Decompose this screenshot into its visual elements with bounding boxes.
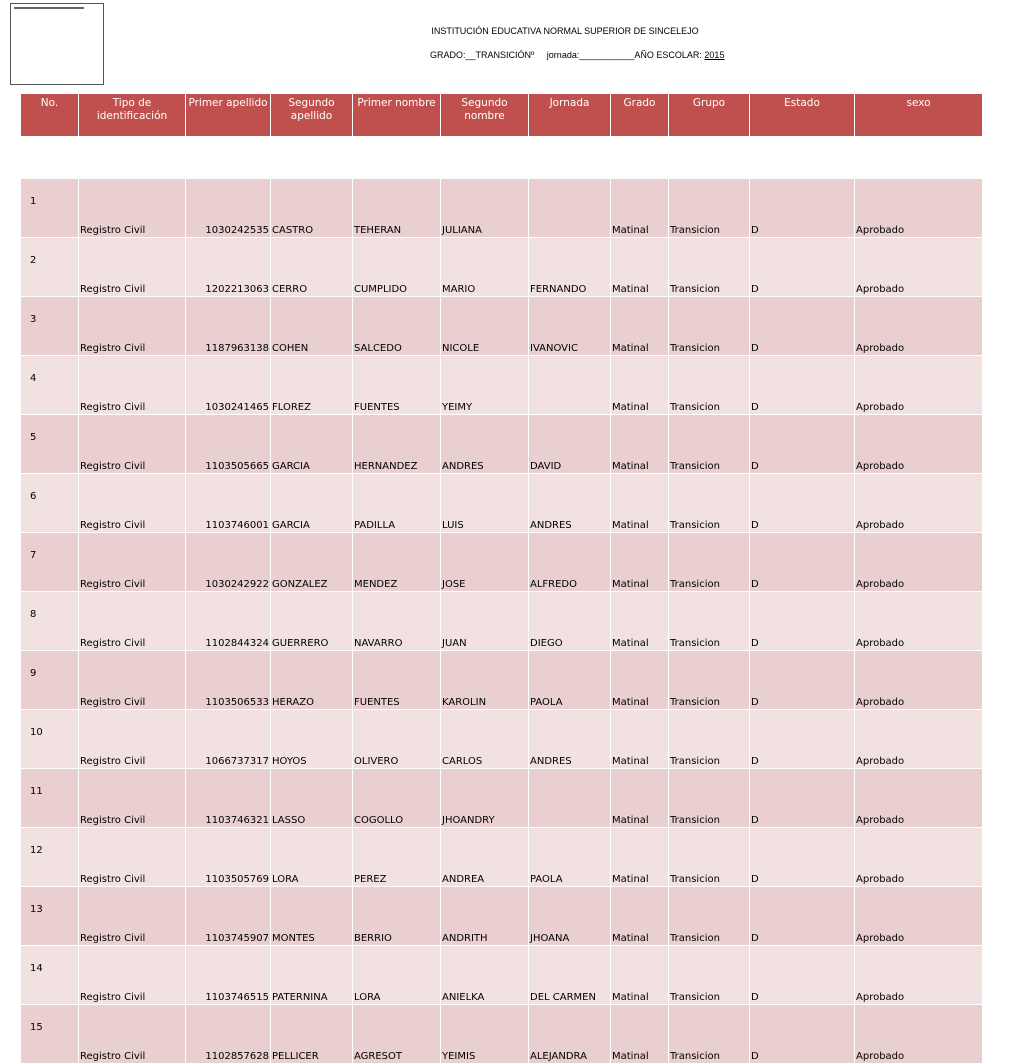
row-number-cell: 13 — [21, 887, 79, 946]
segundo-nombre-cell: DAVID — [529, 415, 611, 474]
segundo-nombre-cell: IVANOVIC — [529, 297, 611, 356]
grupo-cell: D — [750, 710, 855, 769]
primer-apellido-cell: LASSO — [271, 769, 353, 828]
col-primer-apellido-header: Primer apellido — [186, 94, 271, 137]
tipo-identificacion-cell: Registro Civil — [79, 946, 186, 1005]
segundo-apellido-cell: NAVARRO — [353, 592, 441, 651]
segundo-apellido-cell: TEHERAN — [353, 179, 441, 238]
primer-nombre-cell: JUAN — [441, 592, 529, 651]
jornada-cell: Matinal — [611, 297, 669, 356]
estado-cell: Aprobado — [855, 651, 983, 710]
grado-cell: Transicion — [669, 238, 750, 297]
grupo-cell: D — [750, 887, 855, 946]
tipo-identificacion-cell: Registro Civil — [79, 297, 186, 356]
estado-cell: Aprobado — [855, 887, 983, 946]
estado-cell: Aprobado — [855, 238, 983, 297]
identificacion-cell: 1066737317 — [186, 710, 271, 769]
primer-nombre-cell: MARIO — [441, 238, 529, 297]
school-year: 2015 — [704, 50, 725, 60]
primer-nombre-cell: ANDRES — [441, 415, 529, 474]
col-grado-header: Grado — [611, 94, 669, 137]
segundo-nombre-cell: ANDRES — [529, 710, 611, 769]
table-row — [21, 474, 983, 533]
segundo-nombre-cell — [529, 179, 611, 238]
jornada-cell: Matinal — [611, 651, 669, 710]
tipo-identificacion-cell: Registro Civil — [79, 887, 186, 946]
primer-nombre-cell: JOSE — [441, 533, 529, 592]
col-tipo-identificacion-header: Tipo de identificación — [79, 94, 186, 137]
estado-cell: Aprobado — [855, 769, 983, 828]
jornada-cell: Matinal — [611, 533, 669, 592]
col-estado-header: Estado — [750, 94, 855, 137]
table-row — [21, 415, 983, 474]
identificacion-cell: 1103746515 — [186, 946, 271, 1005]
header-spacer — [21, 137, 983, 179]
segundo-nombre-cell: DEL CARMEN — [529, 946, 611, 1005]
student-roster-table — [20, 93, 983, 1064]
segundo-nombre-cell: FERNANDO — [529, 238, 611, 297]
grade-line-text: GRADO:__TRANSICIÓNº jornada:___________AÑO ESCOLAR: — [430, 50, 705, 60]
table-row — [21, 710, 983, 769]
grado-cell: Transicion — [669, 592, 750, 651]
tipo-identificacion-cell: Registro Civil — [79, 1005, 186, 1064]
estado-cell: Aprobado — [855, 592, 983, 651]
estado-cell: Aprobado — [855, 415, 983, 474]
segundo-nombre-cell: PAOLA — [529, 651, 611, 710]
estado-cell: Aprobado — [855, 297, 983, 356]
col-segundo-apellido-header: Segundo apellido — [271, 94, 353, 137]
primer-nombre-cell: CARLOS — [441, 710, 529, 769]
segundo-nombre-cell: ANDRES — [529, 474, 611, 533]
segundo-apellido-cell: FUENTES — [353, 356, 441, 415]
table-row — [21, 828, 983, 887]
estado-cell: Aprobado — [855, 474, 983, 533]
table-row — [21, 592, 983, 651]
segundo-apellido-cell: HERNANDEZ — [353, 415, 441, 474]
primer-apellido-cell: GUERRERO — [271, 592, 353, 651]
jornada-cell: Matinal — [611, 946, 669, 1005]
grado-cell: Transicion — [669, 946, 750, 1005]
table-header-row — [21, 94, 983, 137]
grupo-cell: D — [750, 769, 855, 828]
segundo-apellido-cell: COGOLLO — [353, 769, 441, 828]
row-number-cell: 3 — [21, 297, 79, 356]
jornada-cell: Matinal — [611, 592, 669, 651]
row-number-cell: 6 — [21, 474, 79, 533]
grado-cell: Transicion — [669, 179, 750, 238]
estado-cell: Aprobado — [855, 533, 983, 592]
grado-cell: Transicion — [669, 651, 750, 710]
segundo-apellido-cell: FUENTES — [353, 651, 441, 710]
identificacion-cell: 1103505769 — [186, 828, 271, 887]
grado-cell: Transicion — [669, 710, 750, 769]
grupo-cell: D — [750, 238, 855, 297]
grado-cell: Transicion — [669, 533, 750, 592]
grupo-cell: D — [750, 533, 855, 592]
row-number-cell: 4 — [21, 356, 79, 415]
col-no-header: No. — [21, 94, 79, 137]
col-grupo-header: Grupo — [669, 94, 750, 137]
segundo-nombre-cell: ALEJANDRA — [529, 1005, 611, 1064]
primer-apellido-cell: HOYOS — [271, 710, 353, 769]
segundo-nombre-cell — [529, 769, 611, 828]
grupo-cell: D — [750, 297, 855, 356]
table-row — [21, 651, 983, 710]
segundo-apellido-cell: CUMPLIDO — [353, 238, 441, 297]
grado-cell: Transicion — [669, 887, 750, 946]
primer-apellido-cell: PATERNINA — [271, 946, 353, 1005]
primer-apellido-cell: GARCIA — [271, 415, 353, 474]
logo-caption-line — [14, 7, 84, 9]
primer-nombre-cell: YEIMY — [441, 356, 529, 415]
primer-nombre-cell: YEIMIS — [441, 1005, 529, 1064]
jornada-cell: Matinal — [611, 238, 669, 297]
primer-apellido-cell: HERAZO — [271, 651, 353, 710]
identificacion-cell: 1103746321 — [186, 769, 271, 828]
identificacion-cell: 1187963138 — [186, 297, 271, 356]
primer-apellido-cell: CERRO — [271, 238, 353, 297]
segundo-apellido-cell: PEREZ — [353, 828, 441, 887]
tipo-identificacion-cell: Registro Civil — [79, 592, 186, 651]
table-row — [21, 769, 983, 828]
identificacion-cell: 1030242922 — [186, 533, 271, 592]
segundo-apellido-cell: MENDEZ — [353, 533, 441, 592]
tipo-identificacion-cell: Registro Civil — [79, 356, 186, 415]
primer-apellido-cell: MONTES — [271, 887, 353, 946]
segundo-apellido-cell: OLIVERO — [353, 710, 441, 769]
grado-cell: Transicion — [669, 1005, 750, 1064]
row-number-cell: 9 — [21, 651, 79, 710]
primer-apellido-cell: GARCIA — [271, 474, 353, 533]
table-row — [21, 297, 983, 356]
identificacion-cell: 1102844324 — [186, 592, 271, 651]
jornada-cell: Matinal — [611, 356, 669, 415]
grupo-cell: D — [750, 1005, 855, 1064]
row-number-cell: 11 — [21, 769, 79, 828]
grupo-cell: D — [750, 592, 855, 651]
primer-nombre-cell: ANIELKA — [441, 946, 529, 1005]
estado-cell: Aprobado — [855, 946, 983, 1005]
segundo-apellido-cell: PADILLA — [353, 474, 441, 533]
estado-cell: Aprobado — [855, 1005, 983, 1064]
identificacion-cell: 1102857628 — [186, 1005, 271, 1064]
grado-cell: Transicion — [669, 828, 750, 887]
col-jornada-header: Jornada — [529, 94, 611, 137]
row-number-cell: 14 — [21, 946, 79, 1005]
primer-nombre-cell: KAROLIN — [441, 651, 529, 710]
jornada-cell: Matinal — [611, 415, 669, 474]
segundo-nombre-cell — [529, 356, 611, 415]
identificacion-cell: 1202213063 — [186, 238, 271, 297]
grupo-cell: D — [750, 356, 855, 415]
grado-cell: Transicion — [669, 474, 750, 533]
row-number-cell: 2 — [21, 238, 79, 297]
grado-cell: Transicion — [669, 356, 750, 415]
col-primer-nombre-header: Primer nombre — [353, 94, 441, 137]
primer-apellido-cell: COHEN — [271, 297, 353, 356]
primer-apellido-cell: LORA — [271, 828, 353, 887]
grade-line — [430, 50, 724, 60]
row-number-cell: 15 — [21, 1005, 79, 1064]
row-number-cell: 5 — [21, 415, 79, 474]
jornada-cell: Matinal — [611, 1005, 669, 1064]
table-row — [21, 946, 983, 1005]
row-number-cell: 1 — [21, 179, 79, 238]
segundo-apellido-cell: AGRESOT — [353, 1005, 441, 1064]
row-number-cell: 7 — [21, 533, 79, 592]
primer-nombre-cell: JHOANDRY — [441, 769, 529, 828]
segundo-apellido-cell: BERRIO — [353, 887, 441, 946]
primer-apellido-cell: PELLICER — [271, 1005, 353, 1064]
grupo-cell: D — [750, 946, 855, 1005]
primer-nombre-cell: NICOLE — [441, 297, 529, 356]
jornada-cell: Matinal — [611, 710, 669, 769]
tipo-identificacion-cell: Registro Civil — [79, 828, 186, 887]
tipo-identificacion-cell: Registro Civil — [79, 710, 186, 769]
table-row — [21, 1005, 983, 1064]
grupo-cell: D — [750, 415, 855, 474]
grupo-cell: D — [750, 828, 855, 887]
primer-apellido-cell: GONZALEZ — [271, 533, 353, 592]
segundo-nombre-cell: ALFREDO — [529, 533, 611, 592]
tipo-identificacion-cell: Registro Civil — [79, 474, 186, 533]
jornada-cell: Matinal — [611, 179, 669, 238]
tipo-identificacion-cell: Registro Civil — [79, 238, 186, 297]
row-number-cell: 8 — [21, 592, 79, 651]
identificacion-cell: 1103745907 — [186, 887, 271, 946]
jornada-cell: Matinal — [611, 887, 669, 946]
logo-placeholder — [10, 3, 104, 85]
segundo-apellido-cell: SALCEDO — [353, 297, 441, 356]
estado-cell: Aprobado — [855, 179, 983, 238]
primer-nombre-cell: ANDREA — [441, 828, 529, 887]
tipo-identificacion-cell: Registro Civil — [79, 533, 186, 592]
segundo-apellido-cell: LORA — [353, 946, 441, 1005]
grupo-cell: D — [750, 179, 855, 238]
primer-nombre-cell: ANDRITH — [441, 887, 529, 946]
spacer-cell — [21, 137, 983, 179]
segundo-nombre-cell: DIEGO — [529, 592, 611, 651]
primer-nombre-cell: LUIS — [441, 474, 529, 533]
col-segundo-nombre-header: Segundo nombre — [441, 94, 529, 137]
estado-cell: Aprobado — [855, 828, 983, 887]
segundo-nombre-cell: PAOLA — [529, 828, 611, 887]
col-sexo-header: sexo — [855, 94, 983, 137]
table-row — [21, 179, 983, 238]
tipo-identificacion-cell: Registro Civil — [79, 651, 186, 710]
identificacion-cell: 1103505665 — [186, 415, 271, 474]
grado-cell: Transicion — [669, 297, 750, 356]
primer-nombre-cell: JULIANA — [441, 179, 529, 238]
jornada-cell: Matinal — [611, 474, 669, 533]
grado-cell: Transicion — [669, 769, 750, 828]
grupo-cell: D — [750, 651, 855, 710]
institution-title: INSTITUCIÓN EDUCATIVA NORMAL SUPERIOR DE SINCELEJO — [431, 26, 699, 36]
tipo-identificacion-cell: Registro Civil — [79, 415, 186, 474]
jornada-cell: Matinal — [611, 828, 669, 887]
tipo-identificacion-cell: Registro Civil — [79, 179, 186, 238]
identificacion-cell: 1030242535 — [186, 179, 271, 238]
row-number-cell: 12 — [21, 828, 79, 887]
table-row — [21, 533, 983, 592]
table-row — [21, 356, 983, 415]
primer-apellido-cell: CASTRO — [271, 179, 353, 238]
primer-apellido-cell: FLOREZ — [271, 356, 353, 415]
grado-cell: Transicion — [669, 415, 750, 474]
table-row — [21, 887, 983, 946]
tipo-identificacion-cell: Registro Civil — [79, 769, 186, 828]
estado-cell: Aprobado — [855, 710, 983, 769]
estado-cell: Aprobado — [855, 356, 983, 415]
identificacion-cell: 1103746001 — [186, 474, 271, 533]
row-number-cell: 10 — [21, 710, 79, 769]
table-row — [21, 238, 983, 297]
identificacion-cell: 1030241465 — [186, 356, 271, 415]
identificacion-cell: 1103506533 — [186, 651, 271, 710]
jornada-cell: Matinal — [611, 769, 669, 828]
segundo-nombre-cell: JHOANA — [529, 887, 611, 946]
grupo-cell: D — [750, 474, 855, 533]
